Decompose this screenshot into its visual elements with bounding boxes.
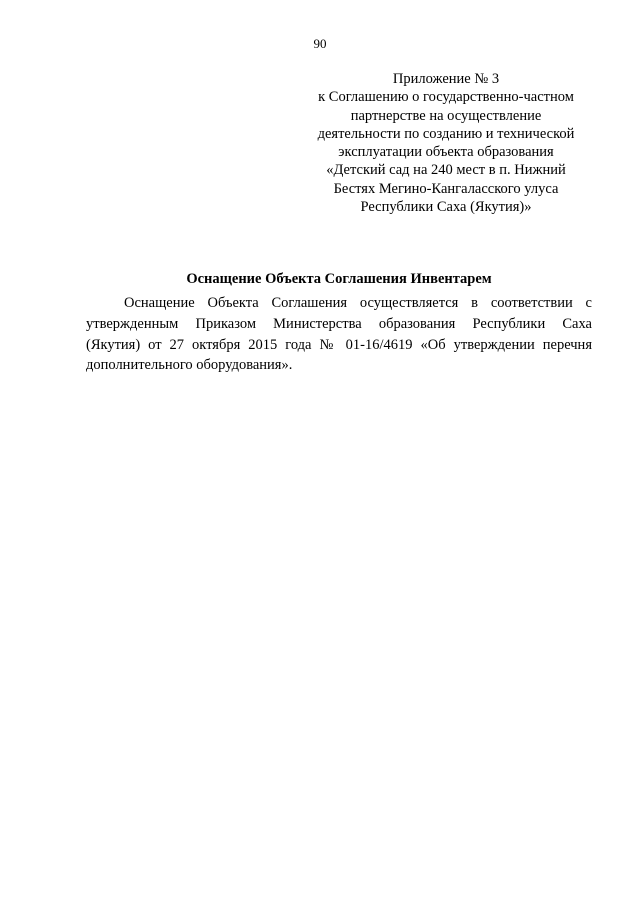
appendix-line: Республики Саха (Якутия)»	[360, 199, 532, 216]
appendix-line: Бестях Мегино-Кангаласского улуса	[333, 180, 559, 197]
appendix-line: партнерстве на осуществление	[350, 107, 542, 124]
paragraph-line: дополнительного оборудования».	[86, 357, 293, 374]
body-paragraph	[86, 293, 592, 376]
paragraph-line: (Якутия) от 27 октября 2015 года № 01-16/4619 «Об утверждении перечня	[86, 336, 592, 353]
section-title: Оснащение Объекта Соглашения Инвентарем	[186, 271, 492, 287]
appendix-line: Приложение № 3	[392, 71, 500, 87]
appendix-line: деятельности по созданию и технической	[317, 125, 575, 142]
page-number: 90	[313, 36, 327, 51]
appendix-line: эксплуатации объекта образования	[338, 144, 554, 161]
appendix-header	[300, 70, 592, 216]
paragraph-line: утвержденным Приказом Министерства образования Республики Саха	[86, 315, 592, 332]
paragraph-line: Оснащение Объекта Соглашения осуществляется в соответствии с	[124, 295, 592, 311]
appendix-line: «Детский сад на 240 мест в п. Нижний	[326, 162, 566, 179]
appendix-line: к Соглашению о государственно-частном	[318, 89, 574, 106]
